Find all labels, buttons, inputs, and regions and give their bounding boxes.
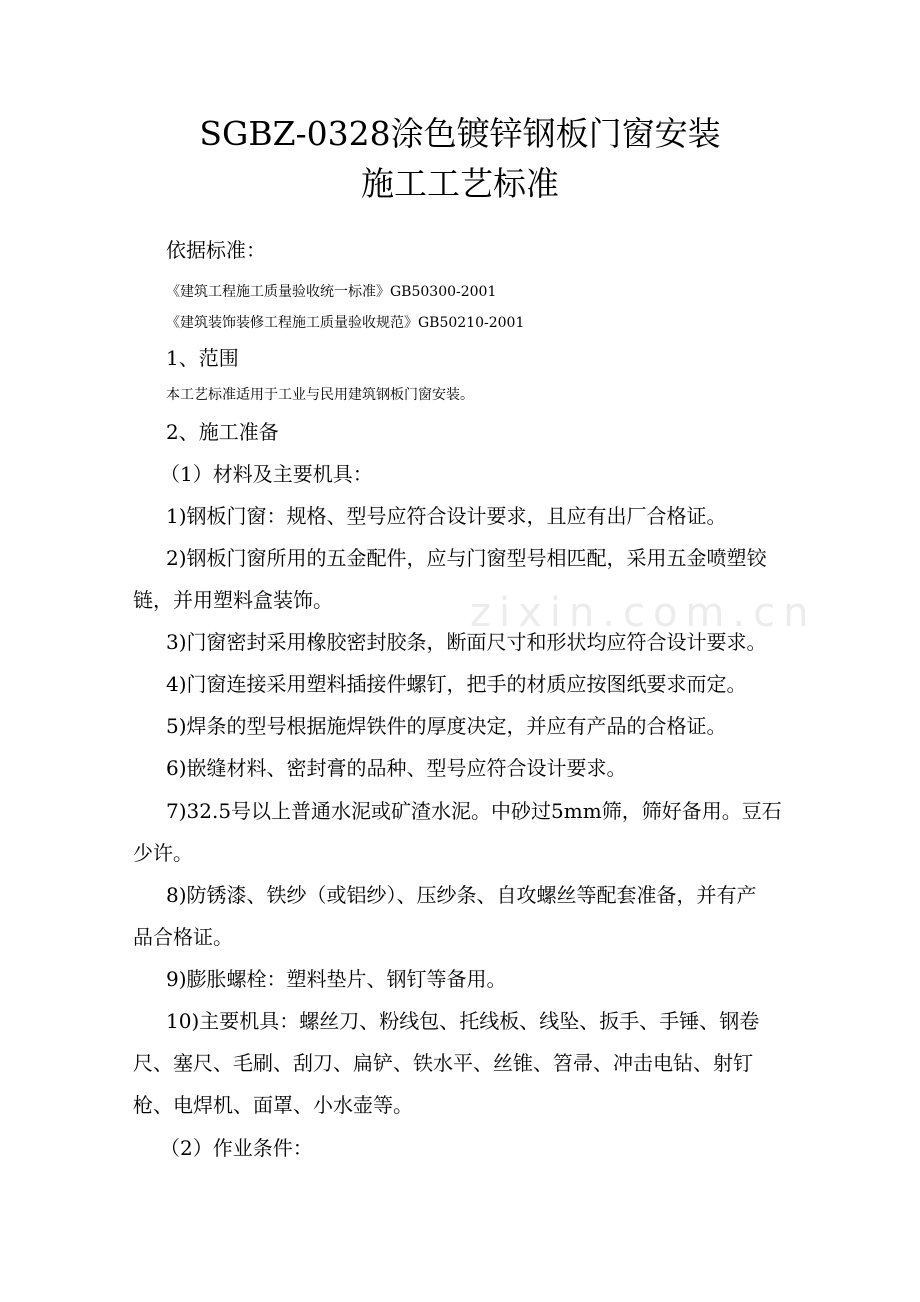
list-item-continuation: 枪、电焊机、面罩、小水壶等。 [133,1093,413,1117]
basis-ref-1: 《建筑工程施工质量验收统一标准》GB50300-2001 [166,284,497,300]
section-1-text: 本工艺标准适用于工业与民用建筑钢板门窗安装。 [166,387,474,403]
subsection-2-heading: （2）作业条件： [160,1136,313,1160]
list-item: 1)钢板门窗：规格、型号应符合设计要求，且应有出厂合格证。 [166,504,727,528]
watermark: zixin.com.cn [470,590,817,636]
subsection-1-heading: （1）材料及主要机具： [160,462,373,486]
list-item: 8)防锈漆、铁纱（或铝纱）、压纱条、自攻螺丝等配套准备，并有产 [166,883,757,907]
list-item: 5)焊条的型号根据施焊铁件的厚度决定，并应有产品的合格证。 [166,714,727,738]
section-2-heading: 2、施工准备 [166,420,279,444]
basis-ref-2: 《建筑装饰装修工程施工质量验收规范》GB50210-2001 [166,315,525,331]
list-item: 9)膨胀螺栓：塑料垫片、钢钉等备用。 [166,967,507,991]
list-item-continuation: 链，并用塑料盒装饰。 [133,588,333,612]
basis-heading: 依据标准： [166,238,266,262]
list-item-continuation: 少许。 [133,841,193,865]
list-item-continuation: 尺、塞尺、毛刷、刮刀、扁铲、铁水平、丝锥、笤帚、冲击电钻、射钉 [133,1051,753,1075]
list-item-continuation: 品合格证。 [133,925,233,949]
list-item: 10)主要机具：螺丝刀、粉线包、托线板、线坠、扳手、手锤、钢卷 [166,1009,760,1033]
list-item: 6)嵌缝材料、密封膏的品种、型号应符合设计要求。 [166,756,627,780]
section-1-heading: 1、范围 [166,346,239,370]
title-line-1: SGBZ-0328涂色镀锌钢板门窗安装 [199,114,721,153]
list-item: 7)32.5号以上普通水泥或矿渣水泥。中砂过5mm筛，筛好备用。豆石 [166,799,782,823]
list-item: 4)门窗连接采用塑料插接件螺钉，把手的材质应按图纸要求而定。 [166,672,747,696]
list-item: 2)钢板门窗所用的五金配件，应与门窗型号相匹配，采用五金喷塑铰 [166,546,767,570]
list-item: 3)门窗密封采用橡胶密封胶条，断面尺寸和形状均应符合设计要求。 [166,630,767,654]
title-line-2: 施工工艺标准 [361,164,559,203]
